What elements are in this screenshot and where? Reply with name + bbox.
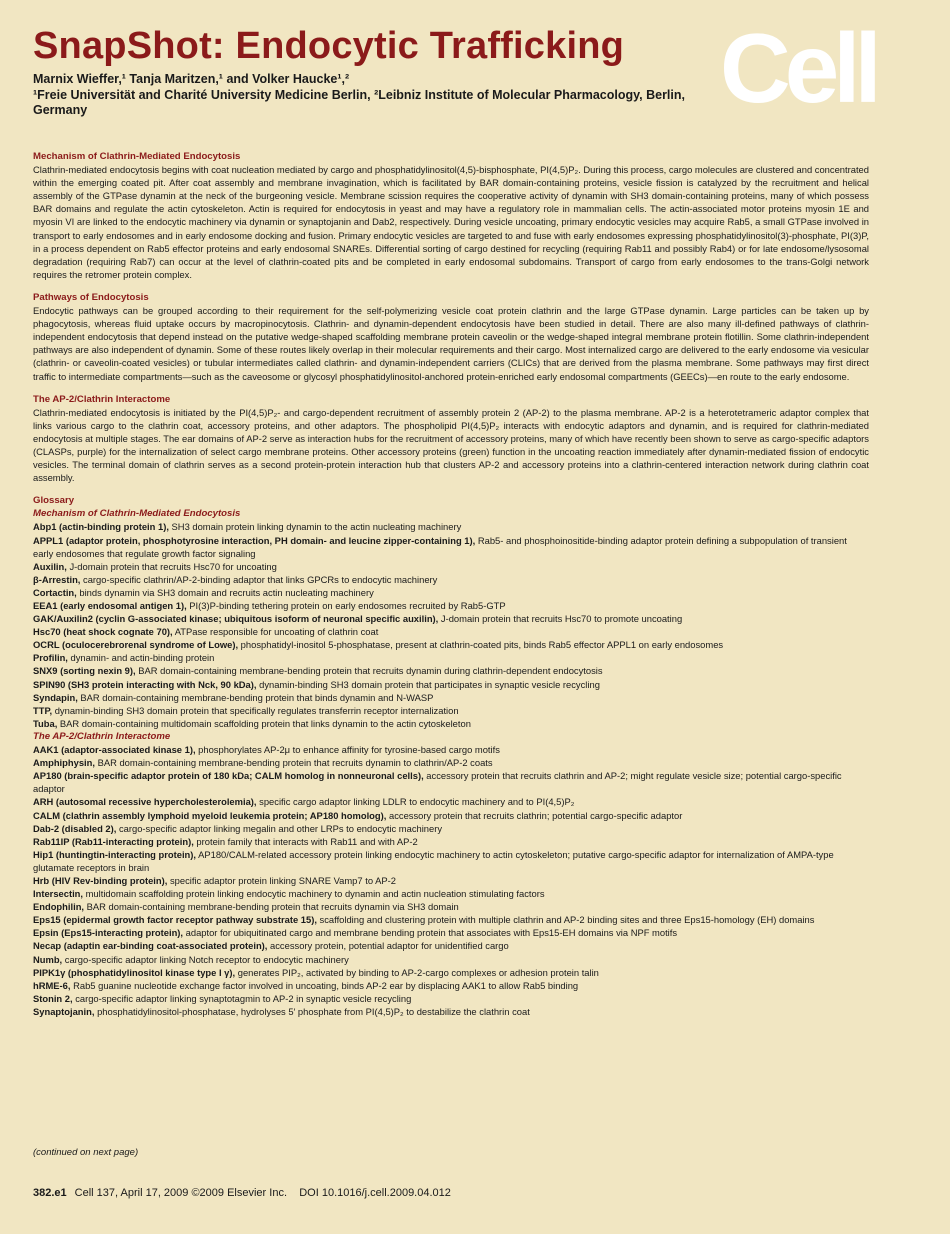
glossary-definition: AP180/CALM-related accessory protein linking endocytic machinery to actin cytoskeleton; putative cargo-specific adaptor for internalization of AMPA-type glutamate receptors in brain: [33, 848, 834, 873]
glossary-term: Eps15 (epidermal growth factor receptor pathway substrate 15),: [33, 914, 317, 926]
glossary-term: SNX9 (sorting nexin 9),: [33, 665, 136, 677]
section-text: Clathrin-mediated endocytosis begins with coat nucleation mediated by cargo and phosphatidylinositol(4,5)-bisphosphate, PI(4,5)P₂. During this process, cargo molecules are clustered and concentrated within the emerging coated pit. After coat assembly and membrane invagination, which is facilitated by BAR domain-containing proteins, vesicle fission is catalyzed by the recruitment and helical assembly of the GTPase dynamin at the neck of the burgeoning vesicle. Membrane scission requires the cooperative activity of dynamin with SH3 domain-containing proteins, many of which possess BAR domains and regulate the actin cytoskeleton. Actin is required for endocytosis in yeast and may have a regulatory role in mammalian cells. The actin-associated motor proteins myosin 1E and myosin VI are linked to the endocytic machinery via dynamin or synaptojanin and Dab2, respectively. During vesicle uncoating, primary endocytic vesicles may acquire Rab5, a small GTPase involved in transport to early endosomes and in early endosome docking and fusion. Primary endocytic vesicles are targeted to and fuse with early endosomes expressing phosphatidylinositol(3)-phosphate, PI(3)P, in a process dependent on Rab5 effector proteins and early endosomal SNAREs. Differential sorting of cargo destined for recycling (requiring Rab11 and possibly Rab4) or for late endosome/lysosomal degradation (requiring Rab7) can occur at the level of clathrin-coated pits and be completed in early endosomal subdomains. Transport of cargo from early endosomes to the trans-Golgi network requires the retromer protein complex.: [33, 164, 869, 280]
glossary-definition: accessory protein that recruits clathrin and AP-2; might regulate vesicle size; potential cargo-specific adaptor: [33, 770, 842, 795]
glossary-definition: Rab5 guanine nucleotide exchange factor involved in uncoating, binds AP-2 ear by displacing AAK1 to allow Rab5 binding: [70, 979, 579, 991]
glossary-definition: adaptor for ubiquitinated cargo and membrane bending protein that associates with Eps15-EH domains via NPF motifs: [183, 927, 678, 939]
glossary-term: Numb,: [33, 953, 63, 965]
citation: Cell 137, April 17, 2009 ©2009 Elsevier Inc. DOI 10.1016/j.cell.2009.04.012: [74, 1187, 451, 1199]
glossary-item: [33, 769, 869, 795]
authors: Marnix Wieffer,¹ Tanja Maritzen,¹ and Volker Haucke¹,²: [33, 72, 350, 86]
glossary-subheading: Mechanism of Clathrin-Mediated Endocytosis: [33, 508, 241, 520]
glossary-item: [33, 520, 869, 533]
glossary-definition: accessory protein, potential adaptor for unidentified cargo: [267, 940, 509, 952]
glossary-term: Syndapin,: [33, 691, 78, 703]
glossary-term: Intersectin,: [33, 888, 84, 900]
section-text: Clathrin-mediated endocytosis is initiated by the PI(4,5)P₂- and cargo-dependent recruitment of assembly protein 2 (AP-2) to the plasma membrane. AP-2 is a heterotetrameric adaptor complex that links various cargo to the clathrin coat, accessory proteins, and other adaptors. The phospholipid PI(4,5)P₂ interacts with endocytic adaptors and dynamin, and is required for clathrin-mediated endocytosis at multiple stages. The ear domains of AP-2 serve as interaction hubs for the recruitment of accessory proteins, many of which have recently been shown to serve as cargo-specific adaptors (CLASPs, purple) for the internalization of select cargo membrane proteins. Other accessory proteins (green) function in the uncoating reaction immediately after dynamin-mediated fission of endocytic vesicles. The terminal domain of clathrin serves as a second protein-protein interaction hub that clusters AP-2 and accessory proteins into a clathrin-centered interaction network during clathrin coat assembly.: [33, 406, 869, 484]
glossary-term: Profilin,: [33, 652, 68, 664]
glossary-item: [33, 939, 869, 952]
glossary-term: AAK1 (adaptor-associated kinase 1),: [33, 744, 196, 756]
glossary-item: [33, 992, 869, 1005]
glossary-item: [33, 534, 869, 560]
glossary-definition: generates PIP₂, activated by binding to AP-2-cargo complexes or adhesion protein talin: [235, 966, 599, 978]
glossary-definition: specific adaptor protein linking SNARE Vamp7 to AP-2: [167, 874, 396, 886]
glossary-definition: accessory protein that recruits clathrin; potential cargo-specific adaptor: [386, 809, 683, 821]
glossary-definition: BAR domain-containing multidomain scaffolding protein that links dynamin to the actin cytoskeleton: [57, 717, 471, 729]
glossary-item: [33, 913, 869, 926]
glossary-term: ARH (autosomal recessive hypercholesterolemia),: [33, 796, 257, 808]
glossary-term: Rab11IP (Rab11-interacting protein),: [33, 835, 194, 847]
glossary-item: [33, 953, 869, 966]
glossary-definition: Rab5- and phosphoinositide-binding adaptor protein defining a subpopulation of transient early endosomes that regulate growth factor signaling: [33, 534, 847, 559]
glossary-definition: BAR domain-containing membrane-bending protein that binds dynamin and N-WASP: [77, 691, 434, 703]
glossary-definition: dynamin-binding SH3 domain protein that participates in synaptic vesicle recycling: [256, 678, 600, 690]
glossary-definition: BAR domain-containing membrane-bending protein that recruits dynamin during clathrin-dependent endocytosis: [135, 665, 603, 677]
glossary-item: [33, 809, 869, 822]
glossary-item: [33, 638, 869, 651]
glossary-definition: cargo-specific adaptor linking synaptotagmin to AP-2 in synaptic vesicle recycling: [72, 992, 412, 1004]
glossary-term: Hsc70 (heat shock cognate 70),: [33, 626, 173, 638]
glossary-term: β-Arrestin,: [33, 573, 81, 585]
glossary-item: [33, 1005, 869, 1018]
glossary-item: [33, 900, 869, 913]
glossary-definition: specific cargo adaptor linking LDLR to endocytic machinery and to PI(4,5)P₂: [256, 796, 575, 808]
section-interactome: [33, 393, 869, 485]
section-heading: Mechanism of Clathrin-Mediated Endocytosis: [33, 151, 241, 162]
glossary-definition: protein family that interacts with Rab11 and with AP-2: [193, 835, 418, 847]
cell-logo: Cell: [720, 13, 876, 123]
continued-note: (continued on next page): [33, 1147, 139, 1158]
section-mechanism: [33, 150, 869, 281]
glossary-definition: cargo-specific adaptor linking megalin and other LRPs to endocytic machinery: [116, 822, 443, 834]
glossary-term: Endophilin,: [33, 901, 85, 913]
glossary-item: [33, 756, 869, 769]
glossary-term: GAK/Auxilin2 (cyclin G-associated kinase; ubiquitous isoform of neuronal specific auxilin),: [33, 613, 439, 625]
glossary-definition: multidomain scaffolding protein linking endocytic machinery to dynamin and actin nucleation stimulating factors: [83, 888, 545, 900]
glossary-term: Abp1 (actin-binding protein 1),: [33, 521, 169, 533]
glossary-term: Dab-2 (disabled 2),: [33, 822, 117, 834]
glossary-definition: phosphorylates AP-2μ to enhance affinity for tyrosine-based cargo motifs: [195, 744, 500, 756]
glossary-item: [33, 966, 869, 979]
glossary-item: [33, 979, 869, 992]
section-text: Endocytic pathways can be grouped according to their requirement for the self-polymerizing vesicle coat protein clathrin and the large GTPase dynamin. Large particles can be taken up by phagocytosis, whereas fluid uptake occurs by macropinocytosis. Clathrin- and dynamin-dependent endocytosis have been studied in detail. There are also many ill-defined pathways of clathrin-independent endocytosis that depend instead on the putative wedge-shaped scaffolding membrane protein caveolin or the wedge-shaped integral membrane protein flotillin. Some clathrin-independent pathways are also independent of dynamin. Some of these routes likely overlap in their molecular requirements and their cargo. Most internalized cargo are delivered to the early endosome via vesicular (clathrin- or caveolin-coated vesicles) or tubular intermediates called clathrin- and dynamin-independent carriers (CLICs) that are derived from the plasma membrane. Some pathways may first direct traffic to intermediate compartments—such as the caveosome or glycosyl phosphatidylinositol-anchored protein-enriched early endosomal compartments (GEECs)—en route to the early endosome.: [33, 305, 869, 382]
glossary-term: Cortactin,: [33, 586, 77, 598]
glossary-term: AP180 (brain-specific adaptor protein of 180 kDa; CALM homolog in nonneuronal cells),: [33, 770, 424, 782]
glossary-item: [33, 560, 869, 573]
glossary-term: hRME-6,: [33, 979, 71, 991]
glossary-term: Synaptojanin,: [33, 1005, 95, 1017]
glossary-term: APPL1 (adaptor protein, phosphotyrosine interaction, PH domain- and leucine zipper-containing 1),: [33, 534, 476, 546]
glossary-heading: Glossary: [33, 495, 75, 507]
glossary-term: SPIN90 (SH3 protein interacting with Nck, 90 kDa),: [33, 678, 257, 690]
glossary-definition: phosphatidylinositol-phosphatase, hydrolyses 5′ phosphate from PI(4,5)P₂ to destabilize the clathrin coat: [94, 1005, 530, 1017]
glossary-item: [33, 795, 869, 808]
glossary: [33, 494, 869, 1018]
glossary-item: [33, 599, 869, 612]
glossary-definition: J-domain protein that recruits Hsc70 for uncoating: [66, 560, 277, 572]
glossary-item: [33, 704, 869, 717]
glossary-definition: SH3 domain protein linking dynamin to the actin nucleating machinery: [168, 521, 462, 533]
glossary-definition: BAR domain-containing membrane-bending protein that recruits dynamin via SH3 domain: [84, 901, 459, 913]
page-number: 382.e1: [33, 1187, 67, 1199]
glossary-groups: [33, 507, 869, 1018]
glossary-definition: J-domain protein that recruits Hsc70 to promote uncoating: [438, 613, 683, 625]
glossary-subheading: The AP-2/Clathrin Interactome: [33, 730, 171, 742]
glossary-item: [33, 573, 869, 586]
glossary-definition: scaffolding and clustering protein with multiple clathrin and AP-2 binding sites and three Eps15-homology (EH) domains: [316, 914, 815, 926]
glossary-definition: PI(3)P-binding tethering protein on early endosomes recruited by Rab5-GTP: [186, 600, 506, 611]
glossary-item: [33, 887, 869, 900]
affiliation: ¹Freie Universität and Charité University Medicine Berlin, ²Leibniz Institute of Molecular Pharmacology, Berlin, Germany: [33, 88, 685, 117]
glossary-definition: phosphatidyl-inositol 5-phosphatase, present at clathrin-coated pits, binds Rab5 effector APPL1 on early endosomes: [238, 639, 724, 651]
glossary-term: Hrb (HIV Rev-binding protein),: [33, 874, 168, 886]
page-footer: [33, 1187, 451, 1199]
glossary-definition: dynamin- and actin-binding protein: [67, 652, 215, 664]
section-pathways: [33, 291, 869, 383]
glossary-term: EEA1 (early endosomal antigen 1),: [33, 600, 187, 611]
glossary-item: [33, 625, 869, 638]
glossary-item: [33, 822, 869, 835]
glossary-term: OCRL (oculocerebrorenal syndrome of Lowe),: [33, 639, 239, 651]
glossary-item: [33, 743, 869, 756]
page-title: SnapShot: Endocytic Trafficking: [33, 25, 625, 67]
glossary-item: [33, 651, 869, 664]
article-body: [33, 150, 869, 1028]
glossary-item: [33, 678, 869, 691]
glossary-term: Auxilin,: [33, 560, 67, 572]
glossary-item: [33, 717, 869, 730]
glossary-term: TTP,: [33, 704, 53, 716]
glossary-definition: ATPase responsible for uncoating of clathrin coat: [172, 626, 379, 638]
glossary-item: [33, 586, 869, 599]
section-heading: The AP-2/Clathrin Interactome: [33, 393, 171, 405]
glossary-item: [33, 612, 869, 625]
glossary-term: Epsin (Eps15-interacting protein),: [33, 927, 184, 939]
glossary-item: [33, 664, 869, 677]
glossary-term: Amphiphysin,: [33, 757, 95, 769]
glossary-definition: dynamin-binding SH3 domain protein that specifically regulates transferrin receptor internalization: [52, 704, 459, 716]
section-heading: Pathways of Endocytosis: [33, 291, 149, 303]
glossary-definition: binds dynamin via SH3 domain and recruits actin nucleating machinery: [76, 586, 374, 598]
glossary-term: Tuba,: [33, 717, 58, 729]
glossary-item: [33, 874, 869, 887]
glossary-term: Necap (adaptin ear-binding coat-associated protein),: [33, 940, 268, 952]
glossary-term: Stonin 2,: [33, 992, 73, 1004]
glossary-definition: cargo-specific clathrin/AP-2-binding adaptor that links GPCRs to endocytic machinery: [80, 573, 438, 585]
glossary-term: Hip1 (huntingtin-interacting protein),: [33, 848, 197, 860]
glossary-term: CALM (clathrin assembly lymphoid myeloid leukemia protein; AP180 homolog),: [33, 809, 387, 821]
glossary-item: [33, 691, 869, 704]
glossary-item: [33, 835, 869, 848]
glossary-item: [33, 926, 869, 939]
glossary-term: PIPK1γ (phosphatidylinositol kinase type I γ),: [33, 966, 236, 978]
glossary-item: [33, 848, 869, 874]
glossary-definition: cargo-specific adaptor linking Notch receptor to endocytic machinery: [62, 953, 349, 965]
glossary-definition: BAR domain-containing membrane-bending protein that recruits dynamin to clathrin/AP-2 coats: [94, 757, 493, 769]
